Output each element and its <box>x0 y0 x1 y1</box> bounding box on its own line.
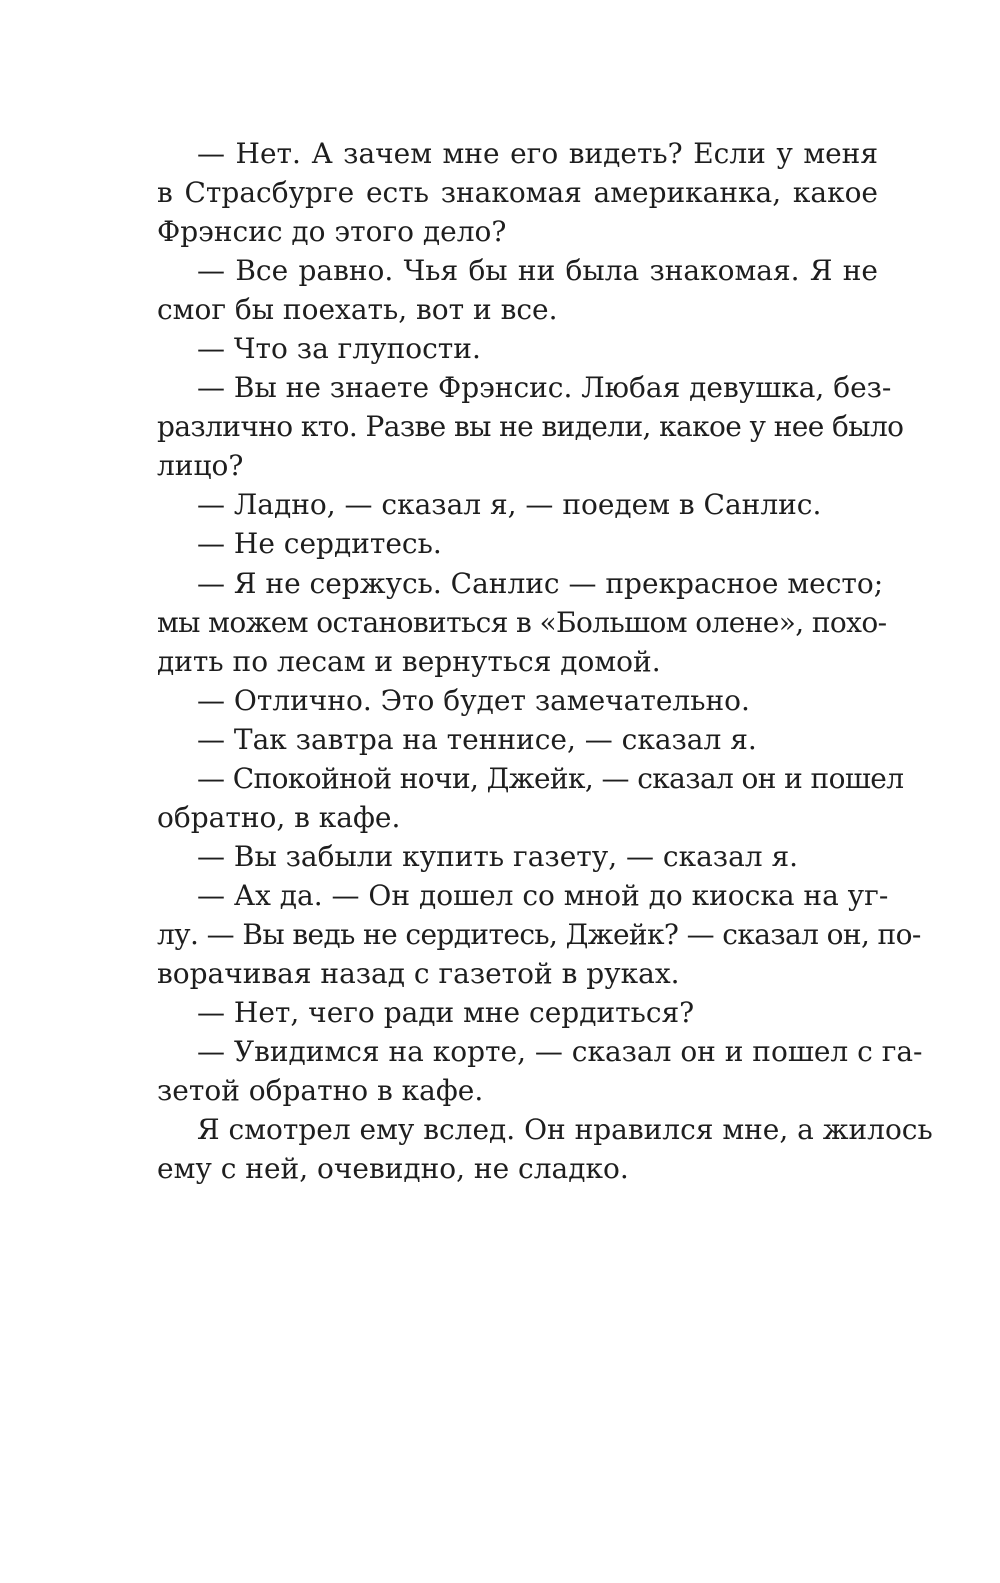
paragraph <box>157 329 878 368</box>
text-line: — Все равно. Чья бы ни была знакомая. Я не <box>197 254 878 288</box>
text-line: — Что за глупости. <box>197 332 481 366</box>
text-line: — Так завтра на теннисе, — сказал я. <box>197 722 757 756</box>
text-line: различно кто. Разве вы не видели, какое у нее было <box>157 410 904 444</box>
text-line: ему с ней, очевидно, не сладко. <box>157 1152 629 1186</box>
paragraph <box>157 837 878 876</box>
paragraph <box>157 524 878 563</box>
text-line: — Не сердитесь. <box>197 527 442 561</box>
page-text <box>157 134 933 1188</box>
text-line: Я смотрел ему вслед. Он нравился мне, а жилось <box>197 1113 933 1147</box>
paragraph <box>157 564 887 681</box>
text-line: — Вы не знаете Фрэнсис. Любая девушка, без- <box>197 371 892 405</box>
paragraph <box>157 1110 933 1188</box>
text-line: — Ладно, — сказал я, — поедем в Санлис. <box>197 488 822 522</box>
paragraph <box>157 759 904 837</box>
text-line: — Нет, чего ради мне сердиться? <box>197 996 695 1030</box>
paragraph <box>157 681 878 720</box>
text-line: — Спокойной ночи, Джейк, — сказал он и пошел <box>197 761 904 795</box>
text-line: Фрэнсис до этого дело? <box>157 215 507 249</box>
paragraph <box>157 134 878 251</box>
text-line: мы можем остановиться в «Большом олене», похо- <box>157 605 887 639</box>
text-line: дить по лесам и вернуться домой. <box>157 644 661 678</box>
text-line: лицо? <box>157 449 244 483</box>
text-line: — Ах да. — Он дошел со мной до киоска на уг- <box>197 878 889 912</box>
text-line: лу. — Вы ведь не сердитесь, Джейк? — сказал он, по- <box>157 917 921 951</box>
paragraph <box>157 485 878 524</box>
paragraph <box>157 720 878 759</box>
paragraph <box>157 368 904 485</box>
text-line: зетой обратно в кафе. <box>157 1074 484 1108</box>
paragraph <box>157 993 878 1032</box>
text-line: — Отлично. Это будет замечательно. <box>197 683 750 717</box>
text-line: — Нет. А зачем мне его видеть? Если у меня <box>197 137 878 170</box>
text-line: — Увидимся на корте, — сказал он и пошел с га- <box>197 1035 923 1069</box>
text-line: — Я не сержусь. Санлис — прекрасное место; <box>197 566 884 600</box>
text-line: обратно, в кафе. <box>157 800 401 834</box>
text-line: — Вы забыли купить газету, — сказал я. <box>197 839 799 873</box>
text-line: в Страсбурге есть знакомая американка, какое <box>157 176 878 210</box>
paragraph <box>157 876 921 993</box>
text-line: ворачивая назад с газетой в руках. <box>157 956 680 990</box>
paragraph <box>157 251 878 329</box>
paragraph <box>157 1032 923 1110</box>
text-line: смог бы поехать, вот и все. <box>157 293 558 327</box>
